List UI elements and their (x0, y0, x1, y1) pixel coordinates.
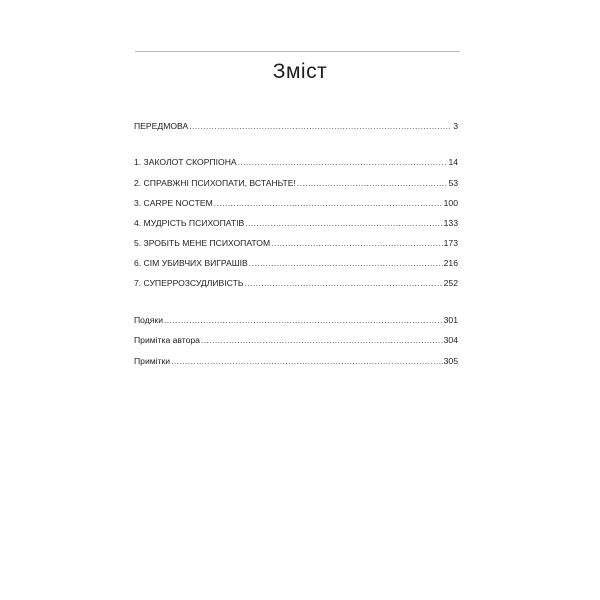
toc-entry-page: 301 (443, 315, 458, 325)
toc-entry-page: 3 (453, 121, 458, 131)
toc-entry-label: 4. МУДРІСТЬ ПСИХОПАТІВ (134, 218, 245, 228)
toc-entry-preface[interactable] (134, 119, 458, 133)
toc-entry-label: 7. СУПЕРРОЗСУДЛИВІСТЬ (134, 278, 244, 288)
toc-entry-chapter-6[interactable] (134, 256, 458, 270)
dot-leader (201, 333, 443, 347)
toc-entry-label: 5. ЗРОБІТЬ МЕНЕ ПСИХОПАТОМ (134, 238, 271, 248)
toc-entry-page: 216 (443, 258, 458, 268)
toc-entry-chapter-4[interactable] (134, 216, 458, 230)
toc-entry-acknowledgements[interactable] (134, 313, 458, 327)
dot-leader (271, 236, 443, 250)
toc-entry-page: 252 (443, 278, 458, 288)
toc-entry-chapter-5[interactable] (134, 236, 458, 250)
toc-entry-chapter-3[interactable] (134, 196, 458, 210)
dot-leader (189, 119, 452, 133)
dot-leader (214, 196, 443, 210)
toc-entry-chapter-2[interactable] (134, 176, 458, 190)
toc-entry-notes[interactable] (134, 354, 458, 368)
toc-entry-page: 53 (448, 178, 458, 188)
dot-leader (171, 354, 443, 368)
toc-entry-label: 1. ЗАКОЛОТ СКОРПІОНА (134, 157, 237, 167)
page-title: Зміст (272, 60, 328, 83)
toc-entry-label: 6. СІМ УБИВЧИХ ВИГРАШІВ (134, 258, 248, 268)
toc-entry-author-note[interactable] (134, 333, 458, 347)
toc-entry-chapter-1[interactable] (134, 155, 458, 169)
toc-entry-label: ПЕРЕДМОВА (134, 121, 189, 131)
dot-leader (297, 176, 448, 190)
dot-leader (244, 276, 442, 290)
toc-entry-chapter-7[interactable] (134, 276, 458, 290)
toc-entry-label: Примітка автора (134, 335, 200, 345)
toc-entry-label: Примітки (134, 356, 171, 366)
toc-entry-page: 14 (448, 157, 458, 167)
dot-leader (164, 313, 443, 327)
toc-entry-page: 133 (443, 218, 458, 228)
dot-leader (249, 256, 443, 270)
toc-entry-page: 100 (443, 198, 458, 208)
table-of-contents (134, 0, 458, 600)
toc-entry-page: 304 (443, 335, 458, 345)
dot-leader (238, 155, 448, 169)
toc-entry-page: 173 (443, 238, 458, 248)
toc-entry-label: Подяки (134, 315, 163, 325)
toc-entry-page: 305 (443, 356, 458, 366)
toc-entry-label: 2. СПРАВЖНІ ПСИХОПАТИ, ВСТАНЬТЕ! (134, 178, 296, 188)
dot-leader (245, 216, 442, 230)
toc-entry-label: 3. CARPE NOCTEM (134, 198, 213, 208)
